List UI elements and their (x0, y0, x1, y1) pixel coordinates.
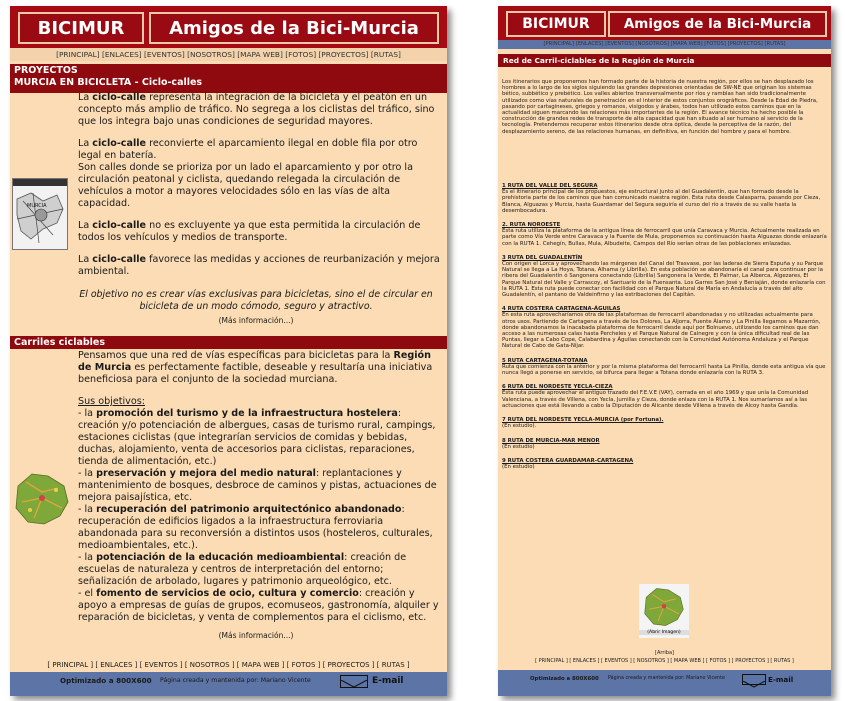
region-map-icon[interactable] (639, 584, 689, 638)
open-image-link[interactable]: (Abrir Imagen) (639, 630, 689, 635)
route-item (502, 255, 827, 298)
region-map-icon[interactable] (12, 468, 72, 530)
bottom-nav[interactable]: [ PRINCIPAL ] [ ENLACES ] [ EVENTOS ] [ NOSOTROS ] [ MAPA WEB ] [ FOTOS ] [ PROYECTOS ] [ RUTAS ] (535, 658, 794, 664)
route-title-link[interactable]: 4 RUTA COSTERA CARTAGENA-ÁGUILAS (502, 306, 621, 313)
route-item (502, 384, 827, 409)
credit-note: Página creada y mantenida por: Mariano Vicente (608, 676, 725, 681)
route-title-link[interactable]: 5 RUTA CARTAGENA-TOTANA (502, 357, 588, 364)
route-description: Con origen el Lorca y aprovechando las márgenes del Canal del Trasvase, por las laderas de Sierra Espuña y su Parque Natural se llega a La Hoya, Totana, Alhama (y Librilla). En esta población se abandonaría el canal para continuar por la ribera del Guadalentín ó Sangonera conectando (Librilla) Sangonera la Verde, El Palmar, La Alberca, Algezares, El Parque Natural del Valle y Carrascoy, el Santuario de la Fuensanta. Los Garres San José y Beniaján, donde enlazaría con la RUTA 1. Esta ruta puede conectar con facilidad con el Parque Natural de María en Andalucía a través del alto Guadalentín, el pantano de Valdeinfirno y las estribaciones del Capitán. (502, 261, 826, 299)
carriles-intro: Pensamos que una red de vías específicas para bicicletas para la Región de Murcia es perfectamente factible, deseable y resultaría una iniciativa beneficiosa para el conjunto de la sociedad murciana. (78, 350, 433, 385)
top-link[interactable]: [Arriba] (655, 650, 674, 656)
objective-item: - la preservación y mejora del medio natural: replantaciones y mantenimiento de bosques, desbroce de caminos y pistas, actuaciones de mejora paisajística, etc. (78, 468, 437, 503)
route-item (502, 438, 827, 450)
ciclo-calles-text (78, 92, 442, 288)
paragraph: Son calles donde se prioriza por un lado el aparcamiento y por otro la circulación peatonal y ciclista, quedando relegada la circulación de vehículos a motor a mayores velocidades sólo en las vías de alta capacidad. (78, 162, 413, 209)
paragraph: La ciclo-calle representa la integración de la bicicleta y el peatón en un concepto más amplio de tráfico. No segrega a los ciclistas del tráfico, sino que los integra bajo unas condiciones de seguridad mayores. (78, 92, 435, 127)
envelope-icon[interactable] (742, 674, 766, 685)
route-title-link[interactable]: 2. RUTA NOROESTE (502, 222, 561, 229)
envelope-icon[interactable] (340, 675, 368, 688)
route-description: Ruta que comienza con la anterior y por la misma plataforma del ferrocarril hasta La Pinilla, donde esta antigua vía que nunca llegó a ponerse en servicio, sé bifurca para llegar a Totana donde enlazaría con la RUTA 3. (502, 363, 826, 377)
map-label: MURCIA (27, 203, 47, 209)
route-item (502, 417, 827, 429)
email-link[interactable]: E-mail (768, 675, 794, 684)
route-title-link[interactable]: 1 RUTA DEL VALLE DEL SEGURA (502, 183, 598, 189)
routes-list (502, 183, 827, 478)
header-banner (498, 6, 831, 40)
route-description: Esta ruta utiliza la plataforma de la antigua línea de ferrocarril que unía Caravaca y Murcia. Actualmente realizada en parte como Vía Verde entre Caravaca y la Fuente de Mula, proponemos su continuación hasta Alguazas donde enlazaría con la RUTA 1. Cehegín, Bullas, Mula, Albudeite, Campos del Río serían otras de las poblaciones enlazadas. (502, 228, 827, 247)
email-link[interactable]: E-mail (372, 676, 404, 686)
optimized-note: Optimizado a 800X600 (60, 676, 152, 685)
route-title-link[interactable]: 9 RUTA COSTERA GUARDAMAR-CARTAGENA (502, 457, 634, 464)
regional-intro: Los itinerarios que proponemos han formado parte de la historia de nuestra región, por ellos se han desplazado los hombres a lo largo de los siglos siguiendo las grandes depresiones orientadas de SW-NE que originan los sistemas bético, subbético y prebético. Los valles abiertos transversalmente por ríos y ramblas han sido tradicionalmente utilizados como vías naturales de penetración en el interior de estos conjuntos orográficos. Desde la Edad de Piedra, pasando por cartagineses, griegos y romanos, visigodos y árabes, todos han utilizado estos caminos que en la actualidad siguen marcando las relaciones más importantes de la región. El avance técnico ha hecho posible la construcción de grandes redes de transporte de alta capacidad que han situado al ser humano al servicio de la tecnología. Pretendemos recuperar estos itinerarios desde otra óptica, desde la perceptiva de la razón, del desplazamiento sereno, de las relaciones humanas, en definitiva, en función del hombre y para el hombre. (502, 79, 818, 135)
optimized-note: Optimizado a 800X600 (530, 676, 599, 682)
route-item (502, 458, 827, 470)
section-heading-carriles: Carriles ciclables (10, 336, 447, 349)
right-page (498, 6, 831, 696)
site-logo[interactable]: BICIMUR (18, 12, 144, 44)
route-title-link[interactable]: 3 RUTA DEL GUADALENTÍN (502, 254, 583, 261)
footer-bar (498, 670, 831, 696)
objectives-list (78, 408, 442, 624)
route-description: (En estudio) (502, 464, 535, 471)
top-nav[interactable]: [PRINCIPAL] [ENLACES] [EVENTOS] [NOSOTROS] [MAPA WEB] [FOTOS] [PROYECTOS] [RUTAS] (10, 48, 447, 61)
objective-item: - la promoción del turismo y de la infraestructura hostelera: creación y/o potenciación de albergues, casas de turismo rural, campings, estaciones ciclistas (que integrarían servicios de comidas y bebidas, duchas, alojamiento, venta de accesorios para ciclistas, reparaciones, tienda de alimentación, etc.) (78, 408, 436, 467)
route-description: (En estudio). (502, 423, 537, 430)
murcia-map-icon[interactable] (12, 178, 68, 250)
route-description: Es el itinerario principal de los propuestos, eje estructural junto al del Guadalentín, que han formado desde la prehistoria parte de los caminos que han comunicado nuestra región. Esta ruta desde Calasparra, pasando por Cieza, Blanca, Alguazas y Murcia, hasta Guardamar del Segura seguiría el curso del río a través de su valle hasta la desembocadura. (502, 189, 821, 214)
paragraph: La ciclo-calle reconvierte el aparcamiento ilegal en doble fila por otro legal en batería. (78, 138, 418, 161)
paragraph: La ciclo-calle favorece las medidas y acciones de reurbanización y mejora ambiental. (78, 254, 440, 277)
top-nav[interactable]: [PRINCIPAL] [ENLACES] [EVENTOS] [NOSOTROS] [MAPA WEB] [FOTOS] [PROYECTOS] [RUTAS] (498, 40, 831, 49)
route-description: (En estudio) (502, 443, 535, 450)
objective-item: - el fomento de servicios de ocio, cultura y comercio: creación y apoyo a empresas de guías de grupos, ecomuseos, gastronomía, alquiler y reparación de bicicletas, y venta de complementos para el ciclismo, etc. (78, 588, 439, 623)
objective-item: - la potenciación de la educación medioambiental: creación de escuelas de naturaleza y centros de interpretación del entorno; señalización de arbolado, lugares y patrimonio arqueológico, etc. (78, 552, 407, 587)
route-title-link[interactable]: 7 RUTA DEL NORDESTE YECLA-MURCIA (por Fortuna). (502, 417, 664, 424)
quote-text: El objetivo no es crear vías exclusivas para bicicletas, sino el de circular en bicicleta de un modo cómodo, seguro y atractivo. (79, 289, 433, 312)
objectives-title: Sus objetivos: (78, 396, 145, 407)
route-item (502, 358, 827, 377)
section-heading-line2: MURCIA EN BICICLETA - Ciclo-calles (14, 77, 203, 88)
site-title: Amigos de la Bici-Murcia (149, 12, 439, 44)
more-info-link[interactable]: (Más información...) (218, 316, 294, 325)
section-heading-line1: PROYECTOS (14, 65, 78, 76)
route-title-link[interactable]: 8 RUTA DE MURCIA-MAR MENOR (502, 437, 600, 444)
more-info-link[interactable]: (Más información...) (218, 631, 294, 640)
route-item (502, 306, 827, 349)
bottom-nav[interactable]: [ PRINCIPAL ] [ ENLACES ] [ EVENTOS ] [ NOSOTROS ] [ MAPA WEB ] [ FOTOS ] [ PROYECTOS ] [ RUTAS ] (47, 661, 410, 669)
section-heading-red: Red de Carril-ciclables de la Región de Murcia (498, 54, 831, 67)
footer-bar (10, 672, 447, 696)
site-logo[interactable]: BICIMUR (506, 11, 606, 37)
route-description: En esta ruta aprovecharíamos otra de las plataformas de ferrocarril abandonadas y no utilizadas actualmente para otros usos. Partiendo de Cartagena a través de los Dolores, La Aljorra, Fuente Álamo y La Pinilla llegamos a Mazarrón, donde abandonamos la inacabada plataforma de ferrocarril desde aquí por Bolnuevo, utilizando los caminos que dan acceso a las numerosas calas hasta Percheles y el Parque Natural de Calnegre y con la única dificultad real de las Puntas, llegar a Cabo Cope, Calabardina y Águilas conectando con la Comunidad Autónoma Andaluza y el Parque Natural de Cabo de Gata-Níjar. (502, 312, 821, 350)
objective-item: - la recuperación del patrimonio arquitectónico abandonado: recuperación de edificios ligados a la infraestructura ferroviaria abandonada para su reconversión a distintos usos (hosteleros, culturales, medioambientales, etc.). (78, 504, 433, 551)
credit-note: Página creada y mantenida por: Mariano Vicente (160, 677, 311, 684)
route-title-link[interactable]: 6 RUTA DEL NORDESTE YECLA-CIEZA (502, 384, 613, 391)
paragraph: La ciclo-calle no es excluyente ya que esta permitida la circulación de todos los vehículos y medios de transporte. (78, 220, 421, 243)
section-heading-ciclo-calles (10, 64, 447, 93)
route-description: Esta ruta puede aprovechar el antiguo trazado del F.E.V.E (VAY), cerrada en el año 1969 y que unía la Comunidad Valenciana, a través de Villena, con Yecla, Jumilla y Cieza, donde enlaza con la RUTA 1. Nos sumaríamos así a las actuaciones que está llevando a cabo la Diputación de Alicante desde Villena a través de Alcoy hasta Gandía. (502, 390, 809, 409)
route-item (502, 222, 827, 247)
route-item (502, 183, 827, 214)
site-title: Amigos de la Bici-Murcia (608, 11, 827, 37)
header-banner (10, 6, 447, 48)
left-page (10, 6, 447, 696)
